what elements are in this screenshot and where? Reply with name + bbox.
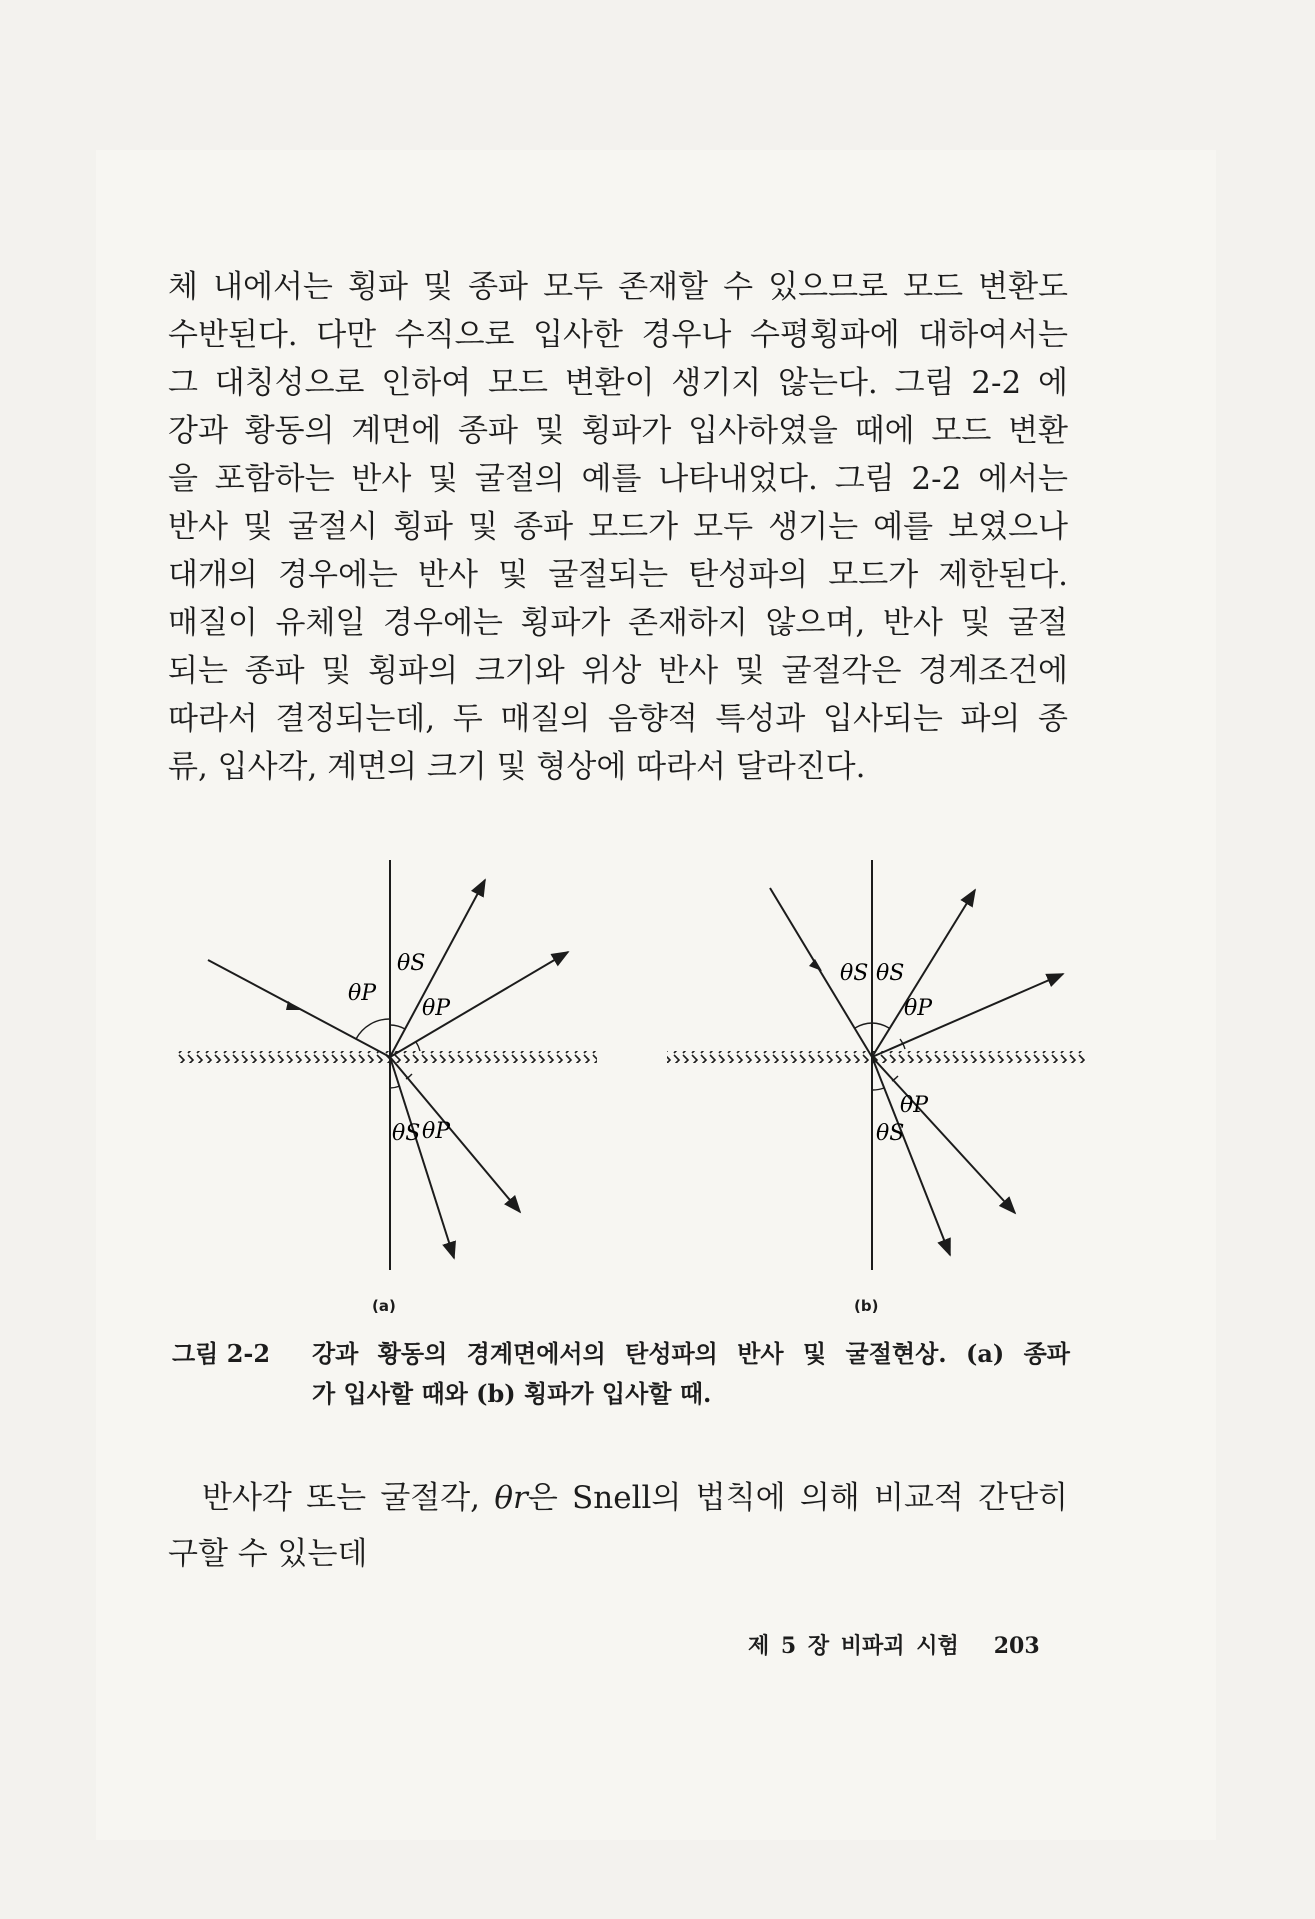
- incident-ray-a: [208, 960, 390, 1057]
- text-run: 은 Snell의 법칙에 의해 비교적 간단히: [527, 1480, 1068, 1516]
- caption-line: 가 입사할 때와 (b) 횡파가 입사할 때.: [312, 1379, 712, 1408]
- angle-label: θP: [422, 996, 451, 1021]
- closing-paragraph: [168, 1470, 1068, 1582]
- text-line: 을 포함하는 반사 및 굴절의 예를 나타내었다. 그림 2-2 에서는: [168, 461, 1068, 497]
- incident-arrow-b: [809, 959, 822, 971]
- refracted-s-ray-b: [872, 1057, 950, 1255]
- reflection-refraction-figure: [160, 850, 1090, 1290]
- angle-label: θS: [876, 1121, 905, 1146]
- text-run: 반사각 또는 굴절각,: [202, 1480, 495, 1516]
- angle-label: θS: [840, 961, 869, 986]
- interface-boundary-a: [177, 1051, 597, 1063]
- body-paragraph: [168, 263, 1068, 791]
- angle-arc-a4: [390, 1086, 400, 1088]
- refracted-s-ray-a: [390, 1057, 454, 1258]
- panel-a: [177, 860, 597, 1270]
- text-line: [168, 1470, 1068, 1526]
- text-line: 되는 종파 및 횡파의 크기와 위상 반사 및 굴절각은 경계조건에: [168, 653, 1068, 689]
- page-footer: [748, 1629, 1040, 1660]
- theta-r-symbol: θr: [494, 1480, 528, 1516]
- text-line: 류, 입사각, 계면의 크기 및 형상에 따라서 달라진다.: [168, 749, 866, 785]
- reflected-p-ray-b: [872, 974, 1063, 1057]
- angle-label: θP: [348, 981, 377, 1006]
- angle-label: θP: [900, 1093, 929, 1118]
- angle-label: θS: [397, 951, 426, 976]
- angle-arc-b1: [855, 1023, 872, 1028]
- page-number: 203: [993, 1633, 1040, 1659]
- angle-label: θS: [876, 961, 905, 986]
- chapter-title: 제 5 장 비파괴 시험: [748, 1633, 959, 1659]
- angle-arc-a1: [356, 1019, 390, 1039]
- text-line: 수반된다. 다만 수직으로 입사한 경우나 수평횡파에 대하여서는: [168, 317, 1068, 353]
- panel-b-label: (b): [854, 1297, 879, 1315]
- angle-label: θP: [422, 1119, 451, 1144]
- text-line: 그 대칭성으로 인하여 모드 변환이 생기지 않는다. 그림 2-2 에: [168, 365, 1068, 401]
- text-line: 강과 황동의 계면에 종파 및 횡파가 입사하였을 때에 모드 변환: [168, 413, 1068, 449]
- incident-arrow-a: [286, 1001, 300, 1010]
- text-line: 따라서 결정되는데, 두 매질의 음향적 특성과 입사되는 파의 종: [168, 701, 1068, 737]
- caption-line: 강과 황동의 경계면에서의 탄성파의 반사 및 굴절현상. (a) 종파: [312, 1339, 1070, 1368]
- text-line: 대개의 경우에는 반사 및 굴절되는 탄성파의 모드가 제한된다.: [168, 557, 1068, 593]
- angle-arc-a3: [416, 1042, 420, 1051]
- angle-label: θP: [904, 996, 933, 1021]
- angle-arc-b2: [872, 1023, 889, 1028]
- panel-a-label: (a): [372, 1297, 396, 1315]
- angle-label: θS: [392, 1121, 421, 1146]
- caption-number: 그림 2-2: [172, 1339, 271, 1368]
- text-line: 체 내에서는 횡파 및 종파 모두 존재할 수 있으므로 모드 변환도: [168, 269, 1068, 305]
- angle-arc-b4: [872, 1088, 884, 1090]
- text-line: 반사 및 굴절시 횡파 및 종파 모드가 모두 생기는 예를 보였으나: [168, 509, 1068, 545]
- angle-arc-a2: [390, 1025, 405, 1029]
- panel-b: [667, 860, 1085, 1270]
- text-line: 구할 수 있는데: [168, 1536, 368, 1572]
- text-line: 매질이 유체일 경우에는 횡파가 존재하지 않으며, 반사 및 굴절: [168, 605, 1068, 641]
